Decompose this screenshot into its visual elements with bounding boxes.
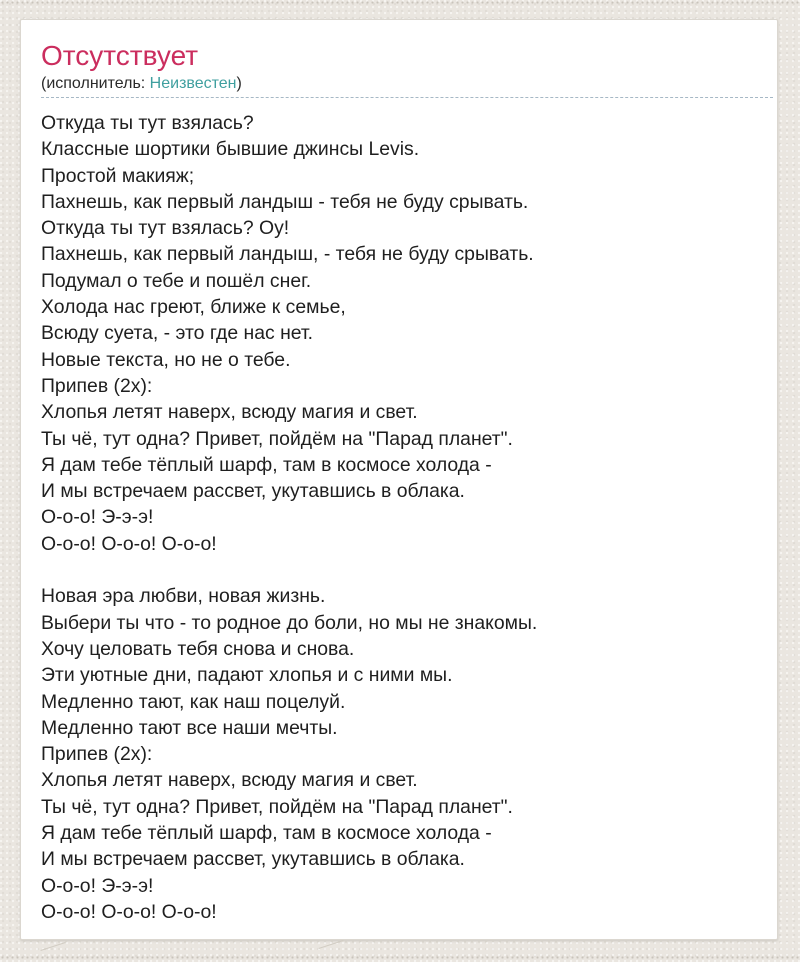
lyric-line: Я дам тебе тёплый шарф, там в космосе холода - — [41, 453, 492, 476]
lyric-line: Простой макияж; — [41, 164, 195, 187]
lyric-line: Пахнешь, как первый ландыш - тебя не буду срывать. — [41, 190, 529, 213]
lyric-line: Хлопья летят наверх, всюду магия и свет. — [41, 769, 418, 792]
lyric-line: Всюду суета, - это где нас нет. — [41, 322, 314, 345]
lyric-line: Медленно тают, как наш поцелуй. — [41, 690, 346, 713]
artist-link[interactable]: Неизвестен — [149, 75, 237, 92]
lyric-line: Подумал о тебе и пошёл снег. — [41, 269, 312, 292]
lyric-line: И мы встречаем рассвет, укутавшись в облака. — [41, 480, 465, 503]
lyric-line: Припев (2x): — [41, 374, 153, 397]
page-curl-mark — [318, 940, 343, 949]
lyric-line: Ты чё, тут одна? Привет, пойдём на "Парад планет". — [41, 427, 513, 450]
lyric-line: Новая эра любви, новая жизнь. — [41, 585, 326, 608]
lyric-line: Припев (2x): — [41, 743, 153, 766]
artist-label-close: ) — [236, 75, 242, 92]
lyric-line: Выбери ты что - то родное до боли, но мы не знакомы. — [41, 611, 538, 634]
lyric-line: О-о-о! Э-э-э! — [41, 874, 154, 897]
page-top-dotted-edge — [0, 1, 800, 4]
lyric-line: Откуда ты тут взялась? — [41, 112, 254, 134]
artist-line — [41, 75, 773, 92]
lyric-line — [41, 557, 773, 583]
lyric-line: Новые текста, но не о тебе. — [41, 348, 291, 371]
lyrics-text — [41, 110, 773, 925]
lyric-line: Эти уютные дни, падают хлопья и с ними мы. — [41, 664, 453, 687]
page-curl-mark — [40, 942, 65, 951]
lyric-line: Холода нас греют, ближе к семье, — [41, 296, 346, 319]
lyric-line: Я дам тебе тёплый шарф, там в космосе холода - — [41, 822, 492, 845]
lyric-line: О-о-о! О-о-о! О-о-о! — [41, 900, 217, 923]
lyric-line: И мы встречаем рассвет, укутавшись в облака. — [41, 848, 465, 871]
page-bottom-dotted-edge — [0, 956, 800, 959]
lyrics-card — [20, 19, 778, 940]
artist-label-open: (исполнитель: — [41, 75, 150, 92]
lyric-line: Ты чё, тут одна? Привет, пойдём на "Парад планет". — [41, 795, 513, 818]
song-title-link[interactable]: Отсутствует — [41, 40, 199, 71]
lyric-line: Хлопья летят наверх, всюду магия и свет. — [41, 401, 418, 424]
lyric-line: Медленно тают все наши мечты. — [41, 716, 338, 739]
lyric-line: Хочу целовать тебя снова и снова. — [41, 637, 355, 660]
lyric-line: О-о-о! Э-э-э! — [41, 506, 154, 529]
lyric-line: Пахнешь, как первый ландыш, - тебя не буду срывать. — [41, 243, 534, 266]
header-separator — [41, 97, 773, 98]
lyric-line: Откуда ты тут взялась? Оу! — [41, 217, 290, 240]
lyric-line: Классные шортики бывшие джинсы Levis. — [41, 138, 420, 161]
lyric-line: О-о-о! О-о-о! О-о-о! — [41, 532, 217, 555]
